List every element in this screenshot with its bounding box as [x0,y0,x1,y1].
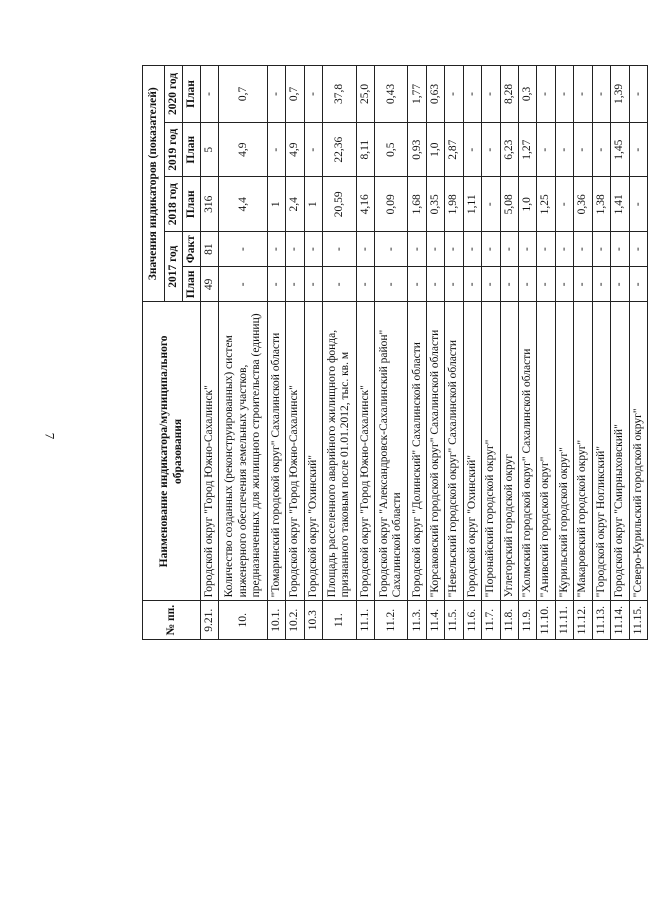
plan-2020-cell: 1,39 [611,66,629,123]
table-row [574,66,592,640]
plan-2017-cell: - [463,267,481,302]
row-name-cell: "Макаровский городской округ" [574,302,592,601]
plan-2018-cell: 2,4 [286,177,304,232]
header-year-2018: 2018 год [165,177,183,232]
plan-2020-cell: - [267,66,285,123]
row-name-cell: "Курильский городской округ" [555,302,573,601]
plan-2017-cell: - [500,267,518,302]
row-name-cell: Городской округ "Город Южно-Сахалинск" [356,302,374,601]
row-number-cell: 11.12. [574,601,592,640]
row-number-cell: 11.3. [408,601,426,640]
plan-2019-cell: - [304,122,322,177]
table-header [143,66,201,640]
table-row [267,66,285,640]
row-name-cell: Углегорский городской округ [500,302,518,601]
plan-2020-cell: - [304,66,322,123]
plan-2017-cell: - [219,267,267,302]
row-number-cell: 11. [323,601,356,640]
plan-2018-cell: 1,11 [463,177,481,232]
fact-2017-cell: - [375,232,408,267]
plan-2018-cell: 1,41 [611,177,629,232]
row-name-cell: "Северо-Курильский городской округ" [629,302,648,601]
plan-2019-cell: - [629,122,648,177]
plan-2018-cell: 1,25 [537,177,555,232]
plan-2020-cell: - [592,66,610,123]
plan-2019-cell: 4,9 [286,122,304,177]
plan-2018-cell: - [482,177,500,232]
row-name-cell: Городской округ "Долинский" Сахалинской области [408,302,426,601]
table-row [445,66,463,640]
row-number-cell: 10.2. [286,601,304,640]
plan-2019-cell: - [537,122,555,177]
header-plan-2017: План [183,267,201,302]
plan-2017-cell: - [629,267,648,302]
row-number-cell: 9.21. [201,601,219,640]
fact-2017-cell: - [518,232,536,267]
plan-2018-cell: 0,09 [375,177,408,232]
table-row [323,66,356,640]
plan-2019-cell: - [592,122,610,177]
indicators-table [142,65,648,640]
fact-2017-cell: - [356,232,374,267]
row-name-cell: Городской округ "Александровск-Сахалинский район" Сахалинской области [375,302,408,601]
table-body [201,66,648,640]
page-number: 7 [42,432,58,440]
plan-2020-cell: 1,77 [408,66,426,123]
header-plan-2020: План [183,66,201,123]
table-row [463,66,481,640]
plan-2020-cell: - [482,66,500,123]
plan-2020-cell: 0,7 [286,66,304,123]
plan-2020-cell: - [629,66,648,123]
plan-2017-cell: - [537,267,555,302]
plan-2020-cell: - [574,66,592,123]
plan-2020-cell: - [445,66,463,123]
plan-2017-cell: - [304,267,322,302]
plan-2019-cell: 22,36 [323,122,356,177]
plan-2019-cell: - [482,122,500,177]
plan-2020-cell: 37,8 [323,66,356,123]
row-number-cell: 10.3 [304,601,322,640]
plan-2017-cell: - [611,267,629,302]
fact-2017-cell: - [304,232,322,267]
plan-2019-cell: 1,45 [611,122,629,177]
row-name-cell: Городской округ "Смирныховский" [611,302,629,601]
plan-2019-cell: 2,87 [445,122,463,177]
fact-2017-cell: - [482,232,500,267]
row-number-cell: 11.10. [537,601,555,640]
table-row [555,66,573,640]
table-row [592,66,610,640]
header-name: Наименование индикатора/муниципального образования [143,302,201,601]
row-number-cell: 11.6. [463,601,481,640]
plan-2017-cell: - [574,267,592,302]
row-number-cell: 11.11. [555,601,573,640]
plan-2019-cell: 4,9 [219,122,267,177]
plan-2019-cell: - [555,122,573,177]
plan-2020-cell: 25,0 [356,66,374,123]
plan-2017-cell: - [323,267,356,302]
row-name-cell: "Городской округ Ногликский" [592,302,610,601]
plan-2017-cell: - [408,267,426,302]
plan-2017-cell: - [356,267,374,302]
plan-2019-cell: - [574,122,592,177]
plan-2020-cell: 8,28 [500,66,518,123]
fact-2017-cell: - [408,232,426,267]
row-name-cell: "Поронайский городской округ" [482,302,500,601]
header-year-2020: 2020 год [165,66,183,123]
row-name-cell: "Анивский городской округ" [537,302,555,601]
row-name-cell: Количество созданных (реконструированных) систем инженерного обеспечения земельных участков, предназначенных для жилищного строительства (единиц) [219,302,267,601]
header-values-group: Значения индикаторов (показателей) [143,66,165,302]
fact-2017-cell: - [574,232,592,267]
plan-2017-cell: - [375,267,408,302]
plan-2018-cell: - [555,177,573,232]
row-name-cell: Площадь расселенного аварийного жилищного фонда, признанного таковым после 01.01.2012, тыс. кв. м [323,302,356,601]
plan-2018-cell: 1,68 [408,177,426,232]
plan-2017-cell: - [426,267,444,302]
plan-2018-cell: 1,98 [445,177,463,232]
fact-2017-cell: - [500,232,518,267]
row-number-cell: 11.7. [482,601,500,640]
plan-2017-cell: - [482,267,500,302]
plan-2017-cell: - [445,267,463,302]
table-row [286,66,304,640]
row-number-cell: 11.5. [445,601,463,640]
plan-2020-cell: - [537,66,555,123]
plan-2019-cell: 8,11 [356,122,374,177]
table-row [629,66,648,640]
fact-2017-cell: 81 [201,232,219,267]
table-row [482,66,500,640]
plan-2019-cell: 0,5 [375,122,408,177]
plan-2018-cell: - [629,177,648,232]
fact-2017-cell: - [611,232,629,267]
plan-2017-cell: 49 [201,267,219,302]
row-number-cell: 11.1. [356,601,374,640]
plan-2019-cell: - [267,122,285,177]
plan-2018-cell: 1,38 [592,177,610,232]
fact-2017-cell: - [267,232,285,267]
header-year-2017: 2017 год [165,232,183,302]
plan-2018-cell: 1 [304,177,322,232]
row-number-cell: 11.13. [592,601,610,640]
row-number-cell: 11.8. [500,601,518,640]
table-row [518,66,536,640]
plan-2020-cell: - [201,66,219,123]
plan-2020-cell: 0,43 [375,66,408,123]
header-year-2019: 2019 год [165,122,183,177]
plan-2020-cell: 0,3 [518,66,536,123]
plan-2017-cell: - [592,267,610,302]
table-row [219,66,267,640]
fact-2017-cell: - [537,232,555,267]
plan-2017-cell: - [267,267,285,302]
row-number-cell: 11.9. [518,601,536,640]
table-row [611,66,629,640]
plan-2019-cell: - [463,122,481,177]
header-plan-2019: План [183,122,201,177]
plan-2019-cell: 0,93 [408,122,426,177]
plan-2018-cell: 20,59 [323,177,356,232]
fact-2017-cell: - [219,232,267,267]
fact-2017-cell: - [555,232,573,267]
header-fact-2017: Факт [183,232,201,267]
row-number-cell: 11.2. [375,601,408,640]
plan-2018-cell: 1 [267,177,285,232]
fact-2017-cell: - [323,232,356,267]
plan-2018-cell: 4,4 [219,177,267,232]
table-row [426,66,444,640]
table-row [356,66,374,640]
row-name-cell: Городской округ "Охинский" [463,302,481,601]
fact-2017-cell: - [629,232,648,267]
plan-2017-cell: - [555,267,573,302]
fact-2017-cell: - [286,232,304,267]
row-name-cell: "Томаринский городской округ" Сахалинской области [267,302,285,601]
row-number-cell: 11.15. [629,601,648,640]
table-row [537,66,555,640]
plan-2019-cell: 6,23 [500,122,518,177]
header-number: № пп. [143,601,201,640]
plan-2017-cell: - [518,267,536,302]
row-name-cell: Городской округ "Охинский" [304,302,322,601]
row-name-cell: "Холмский городской округ" Сахалинской области [518,302,536,601]
plan-2018-cell: 0,36 [574,177,592,232]
row-number-cell: 11.4. [426,601,444,640]
plan-2018-cell: 0,35 [426,177,444,232]
plan-2018-cell: 1,0 [518,177,536,232]
row-name-cell: "Невельский городской округ" Сахалинской области [445,302,463,601]
plan-2019-cell: 1,27 [518,122,536,177]
row-number-cell: 10.1. [267,601,285,640]
row-name-cell: "Корсаковский городской округ" Сахалинской области [426,302,444,601]
plan-2019-cell: 1,0 [426,122,444,177]
row-name-cell: Городской округ "Город Южно-Сахалинск" [201,302,219,601]
plan-2020-cell: 0,63 [426,66,444,123]
plan-2020-cell: - [463,66,481,123]
plan-2018-cell: 4,16 [356,177,374,232]
header-plan-2018: План [183,177,201,232]
table-row [408,66,426,640]
fact-2017-cell: - [463,232,481,267]
table-row [304,66,322,640]
fact-2017-cell: - [592,232,610,267]
plan-2019-cell: 5 [201,122,219,177]
row-number-cell: 10. [219,601,267,640]
rotated-table-container [142,65,648,640]
table-row [500,66,518,640]
plan-2018-cell: 5,08 [500,177,518,232]
table-row [201,66,219,640]
plan-2017-cell: - [286,267,304,302]
plan-2020-cell: 0,7 [219,66,267,123]
fact-2017-cell: - [445,232,463,267]
plan-2018-cell: 316 [201,177,219,232]
plan-2020-cell: - [555,66,573,123]
row-number-cell: 11.14. [611,601,629,640]
table-row [375,66,408,640]
row-name-cell: Городской округ "Город Южно-Сахалинск" [286,302,304,601]
fact-2017-cell: - [426,232,444,267]
